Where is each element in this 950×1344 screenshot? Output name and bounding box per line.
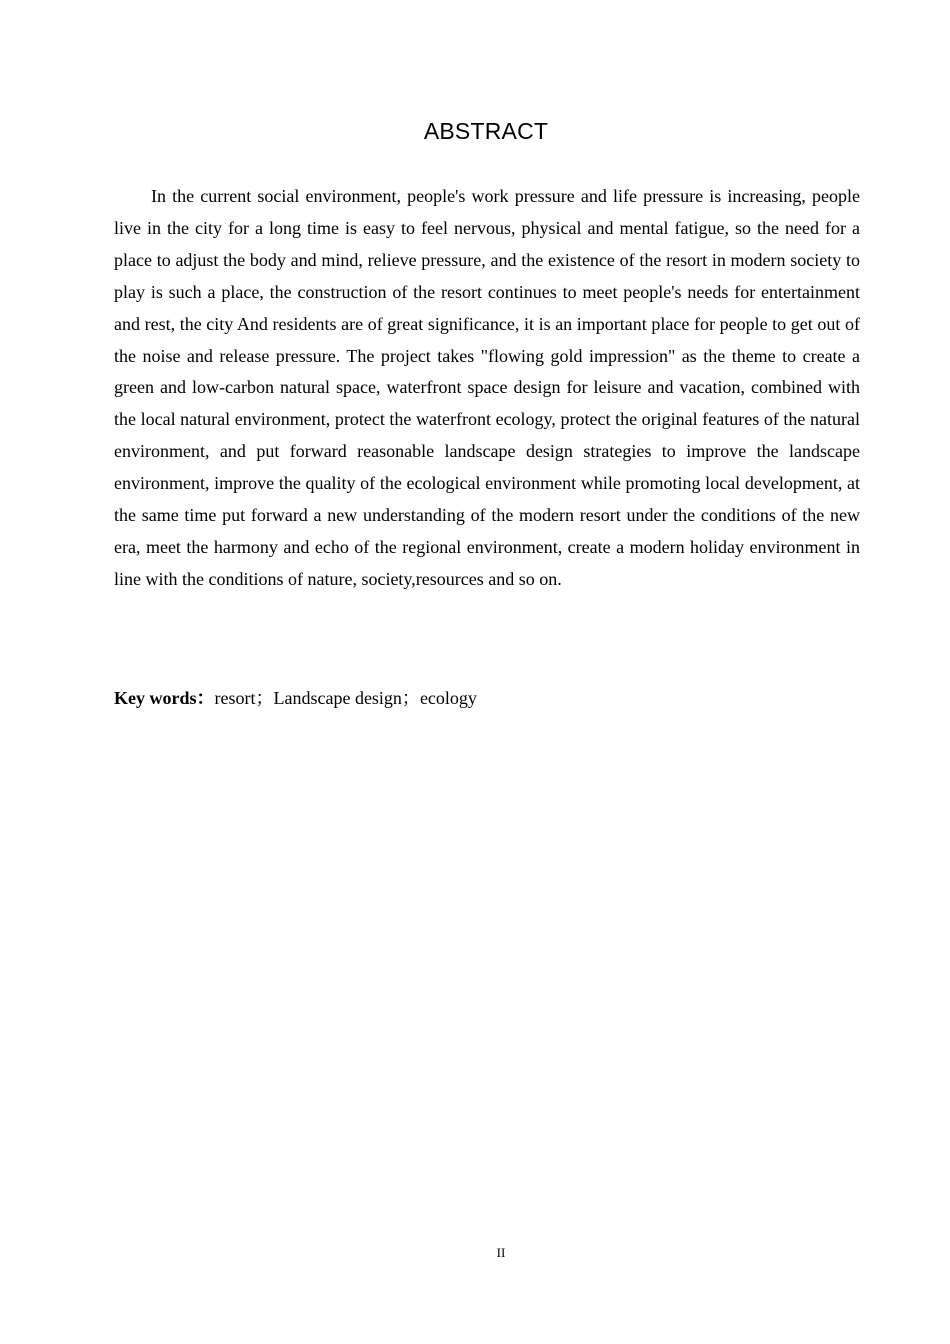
keyword-item: Landscape design； xyxy=(273,688,420,708)
keywords-label: Key words： xyxy=(114,688,215,708)
page-number: II xyxy=(496,1245,506,1260)
abstract-body-paragraph: In the current social environment, people's work pressure and life pressure is increasing, people live in the city for a long time is easy to feel nervous, physical and mental fatigue, so the need for a place to adjust the body and mind, relieve pressure, and the existence of the resort in modern society to play is such a place, the construction of the resort continues to meet people's needs for entertainment and rest, the city And residents are of great significance, it is an important place for people to get out of the noise and release pressure. The project takes "flowing gold impression" as the theme to create a green and low-carbon natural space, waterfront space design for leisure and vacation, combined with the local natural environment, protect the waterfront ecology, protect the original features of the natural environment, and put forward reasonable landscape design strategies to improve the landscape environment, improve the quality of the ecological environment while promoting local development, at the same time put forward a new understanding of the modern resort under the conditions of the new era, meet the harmony and echo of the regional environment, create a modern holiday environment in line with the conditions of nature, society,resources and so on. xyxy=(114,186,860,589)
keyword-item: ecology xyxy=(419,688,477,708)
keywords-line xyxy=(114,683,860,713)
keyword-item: resort； xyxy=(214,688,274,708)
abstract-title: ABSTRACT xyxy=(423,118,549,144)
